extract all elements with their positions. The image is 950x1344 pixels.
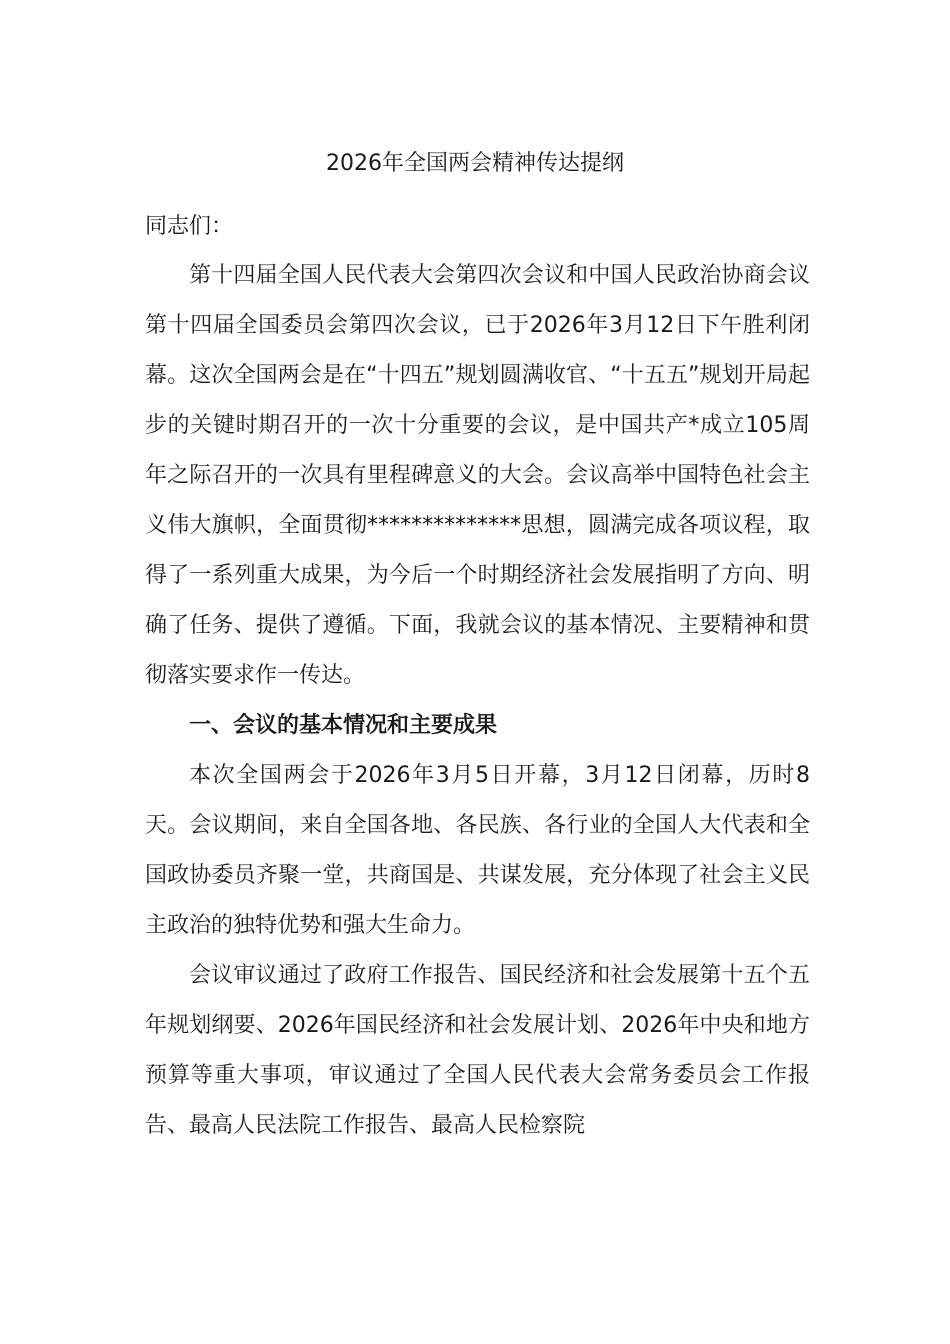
intro-paragraph: 第十四届全国人民代表大会第四次会议和中国人民政治协商会议第十四届全国委员会第四次会议，已于2026年3月12日下午胜利闭幕。这次全国两会是在“十四五”规划圆满收官、“十五五”规划开局起步的关键时期召开的一次十分重要的会议，是中国共产*成立105周年之际召开的一次具有里程碑意义的大会。会议高举中国特色社会主义伟大旗帜，全面贯彻**************思想，圆满完成各项议程，取得了一系列重大成果，为今后一个时期经济社会发展指明了方向、明确了任务、提供了遵循。下面，我就会议的基本情况、主要精神和贯彻落实要求作一传达。 xyxy=(145,263,810,688)
section-heading-1: 一、会议的基本情况和主要成果 xyxy=(189,713,498,738)
document-title: 2026年全国两会精神传达提纲 xyxy=(326,151,624,176)
section1-paragraph-1: 本次全国两会于2026年3月5日开幕，3月12日闭幕，历时8天。会议期间，来自全国各地、各民族、各行业的全国人大代表和全国政协委员齐聚一堂，共商国是、共谋发展，充分体现了社会主义民主政治的独特优势和强大生命力。 xyxy=(145,763,810,938)
section1-paragraph-2: 会议审议通过了政府工作报告、国民经济和社会发展第十五个五年规划纲要、2026年国民经济和社会发展计划、2026年中央和地方预算等重大事项，审议通过了全国人民代表大会常务委员会工作报告、最高人民法院工作报告、最高人民检察院 xyxy=(145,963,810,1138)
document-body xyxy=(145,209,810,1151)
greeting: 同志们： xyxy=(145,214,234,239)
